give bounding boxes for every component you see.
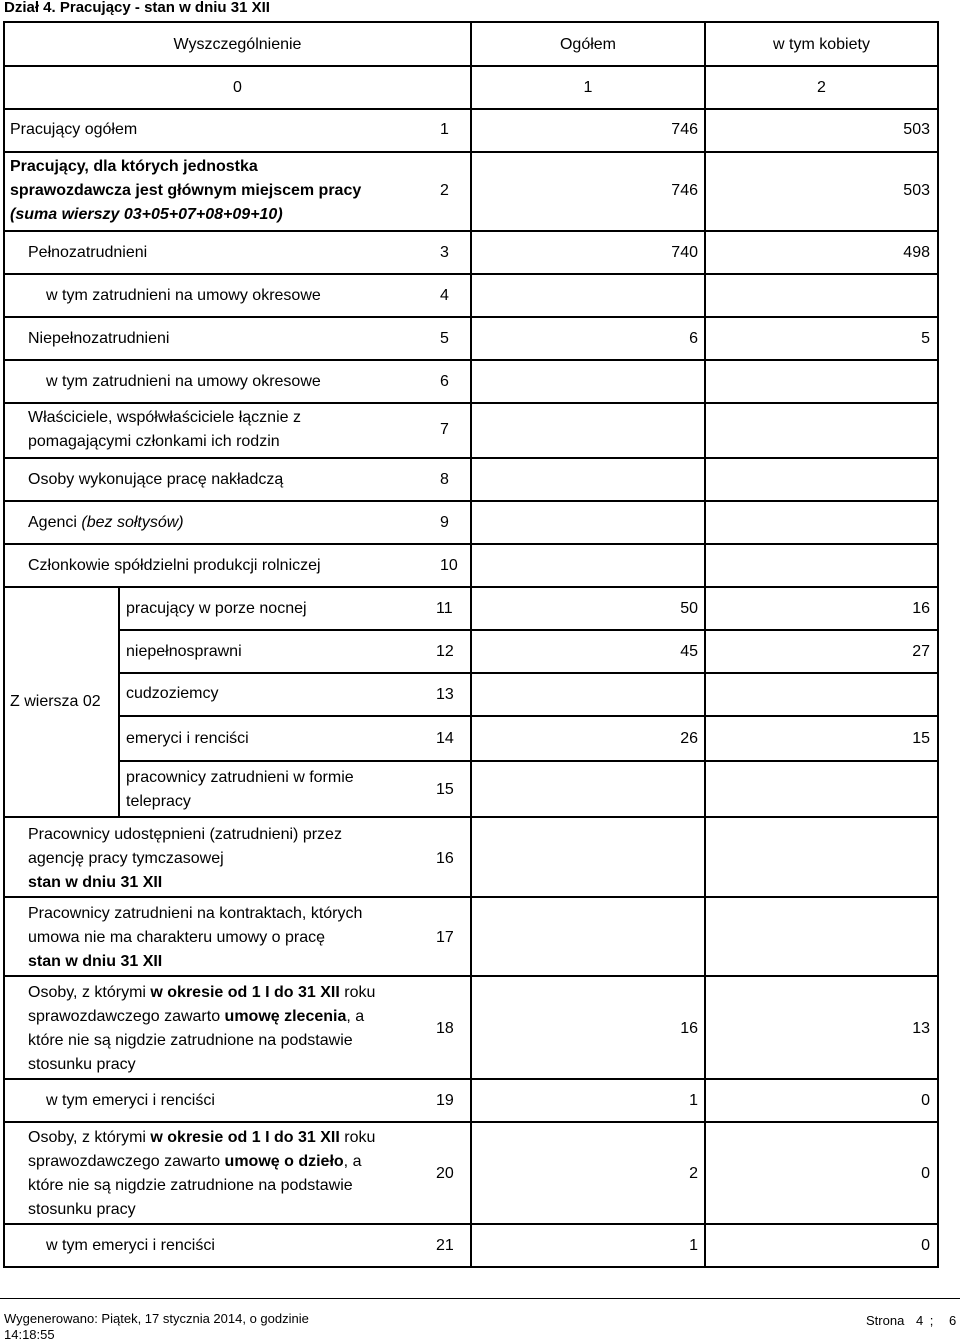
row-number: 1 [440, 121, 449, 138]
row-label: Niepełnozatrudnieni [28, 330, 170, 347]
row-total: 746 [671, 182, 698, 199]
header-description: Wyszczególnienie [173, 36, 302, 53]
row-label: w tym emeryci i renciści [46, 1092, 215, 1109]
row-label-line4: stosunku pracy [28, 1056, 136, 1073]
row-women: 503 [903, 182, 930, 199]
row-label-line2: pomagającymi członkami ich rodzin [28, 433, 280, 450]
row-number: 5 [440, 330, 449, 347]
page-title: Dział 4. Pracujący - stan w dniu 31 XII [4, 0, 270, 16]
row-total: 1 [689, 1237, 698, 1254]
row-women: 498 [903, 244, 930, 261]
row-label-line1 [28, 981, 375, 1005]
row-women: 13 [912, 1020, 930, 1037]
row-label-line1: pracownicy zatrudnieni w formie [126, 769, 354, 786]
row-label-italic: (bez sołtysów) [81, 514, 184, 531]
row-label-line3: stan w dniu 31 XII [28, 953, 163, 970]
row-label: pracujący w porze nocnej [126, 600, 307, 617]
row-label-line2 [28, 1005, 364, 1029]
row-label-line2: umowa nie ma charakteru umowy o pracę [28, 929, 326, 946]
row-women: 0 [921, 1237, 930, 1254]
row-total: 740 [671, 244, 698, 261]
row-number: 19 [436, 1092, 454, 1109]
footer-divider [0, 1298, 960, 1299]
row-women: 0 [921, 1165, 930, 1182]
row-number: 10 [440, 557, 458, 574]
header-index-0: 0 [233, 79, 242, 96]
row-label-part: roku [339, 984, 376, 1001]
row-label-bold: umowę o dzieło [224, 1153, 344, 1170]
footer-time: 14:18:55 [4, 1327, 55, 1342]
header-index-1: 1 [583, 79, 593, 96]
row-label-line3: (suma wierszy 03+05+07+08+09+10) [10, 206, 283, 223]
row-label-line3: stan w dniu 31 XII [28, 874, 163, 891]
page-separator: ; [929, 1313, 934, 1328]
row-label: Osoby wykonujące pracę nakładczą [28, 471, 284, 488]
row-number: 4 [440, 287, 449, 304]
group-label: Z wiersza 02 [10, 693, 101, 710]
row-label-line1: Właściciele, współwłaściciele łącznie z [28, 409, 301, 426]
row-number: 20 [436, 1165, 454, 1182]
row-label-line2 [28, 1150, 361, 1174]
header-total: Ogółem [559, 36, 617, 53]
row-label-bold: w okresie od 1 I do 31 XII [150, 984, 340, 1001]
row-label-line3: które nie są nigdzie zatrudnione na podstawie [28, 1032, 353, 1049]
row-total: 1 [689, 1092, 698, 1109]
row-number: 17 [436, 929, 454, 946]
row-label-part: roku [339, 1129, 376, 1146]
row-label-line1 [28, 1126, 375, 1150]
row-women: 15 [912, 730, 930, 747]
row-label: emeryci i renciści [126, 730, 249, 747]
row-total: 50 [680, 600, 698, 617]
row-label-line2: telepracy [126, 793, 191, 810]
row-label-line1: Pracownicy udostępnieni (zatrudnieni) przez [28, 826, 342, 843]
row-number: 7 [440, 421, 449, 438]
row-label-part: , a [346, 1008, 365, 1025]
page-total: 6 [949, 1313, 957, 1328]
row-number: 6 [440, 373, 449, 390]
row-women: 5 [921, 330, 930, 347]
row-women: 27 [912, 643, 930, 660]
page-indicator [866, 1313, 956, 1329]
row-number: 2 [440, 182, 449, 199]
row-total: 45 [680, 643, 698, 660]
row-women: 503 [903, 121, 930, 138]
row-number: 12 [436, 643, 454, 660]
row-label: w tym emeryci i renciści [46, 1237, 215, 1254]
row-label-line2: sprawozdawcza jest głównym miejscem pracy [10, 182, 362, 199]
row-total: 6 [689, 330, 698, 347]
row-number: 15 [436, 781, 454, 798]
row-label: Pracujący ogółem [10, 121, 138, 138]
footer-generated: Wygenerowano: Piątek, 17 stycznia 2014, o godzinie [4, 1311, 309, 1326]
row-label: w tym zatrudnieni na umowy okresowe [46, 287, 321, 304]
row-number: 8 [440, 471, 449, 488]
row-label-main: Agenci [28, 514, 82, 531]
row-number: 16 [436, 850, 454, 867]
row-label-line1: Pracownicy zatrudnieni na kontraktach, których [28, 905, 363, 922]
row-total: 2 [689, 1165, 698, 1182]
row-label: w tym zatrudnieni na umowy okresowe [46, 373, 321, 390]
row-total: 26 [680, 730, 698, 747]
row-label-part: sprawozdawczego zawarto [28, 1008, 225, 1025]
row-label-line3: które nie są nigdzie zatrudnione na podstawie [28, 1177, 353, 1194]
header-index-2: 2 [817, 79, 826, 96]
row-label-bold: umowę zlecenia [224, 1008, 347, 1025]
row-label-line1: Pracujący, dla których jednostka [10, 158, 258, 175]
row-women: 0 [921, 1092, 930, 1109]
row-number: 11 [436, 600, 453, 617]
page-current: 4 [915, 1313, 924, 1328]
header-women: w tym kobiety [773, 36, 870, 53]
row-number: 14 [436, 730, 454, 747]
row-total: 16 [680, 1020, 698, 1037]
row-label-part: Osoby, z którymi [28, 1129, 151, 1146]
row-number: 9 [440, 514, 449, 531]
row-label: niepełnosprawni [126, 643, 242, 660]
row-women: 16 [912, 600, 930, 617]
row-label-part: sprawozdawczego zawarto [28, 1153, 225, 1170]
row-number: 21 [436, 1237, 454, 1254]
row-label-part: Osoby, z którymi [28, 984, 151, 1001]
row-label-line2: agencję pracy tymczasowej [28, 850, 224, 867]
page-label: Strona [866, 1313, 905, 1328]
row-label-line4: stosunku pracy [28, 1201, 136, 1218]
row-number: 3 [440, 244, 449, 261]
row-number: 18 [436, 1020, 454, 1037]
row-total: 746 [671, 121, 698, 138]
row-label: Pełnozatrudnieni [28, 244, 148, 261]
row-label [28, 511, 184, 535]
row-number: 13 [436, 686, 454, 703]
row-label: Członkowie spółdzielni produkcji rolniczej [28, 557, 321, 574]
row-label-part: , a [343, 1153, 362, 1170]
row-label-bold: w okresie od 1 I do 31 XII [150, 1129, 340, 1146]
row-label: cudzoziemcy [126, 685, 219, 702]
